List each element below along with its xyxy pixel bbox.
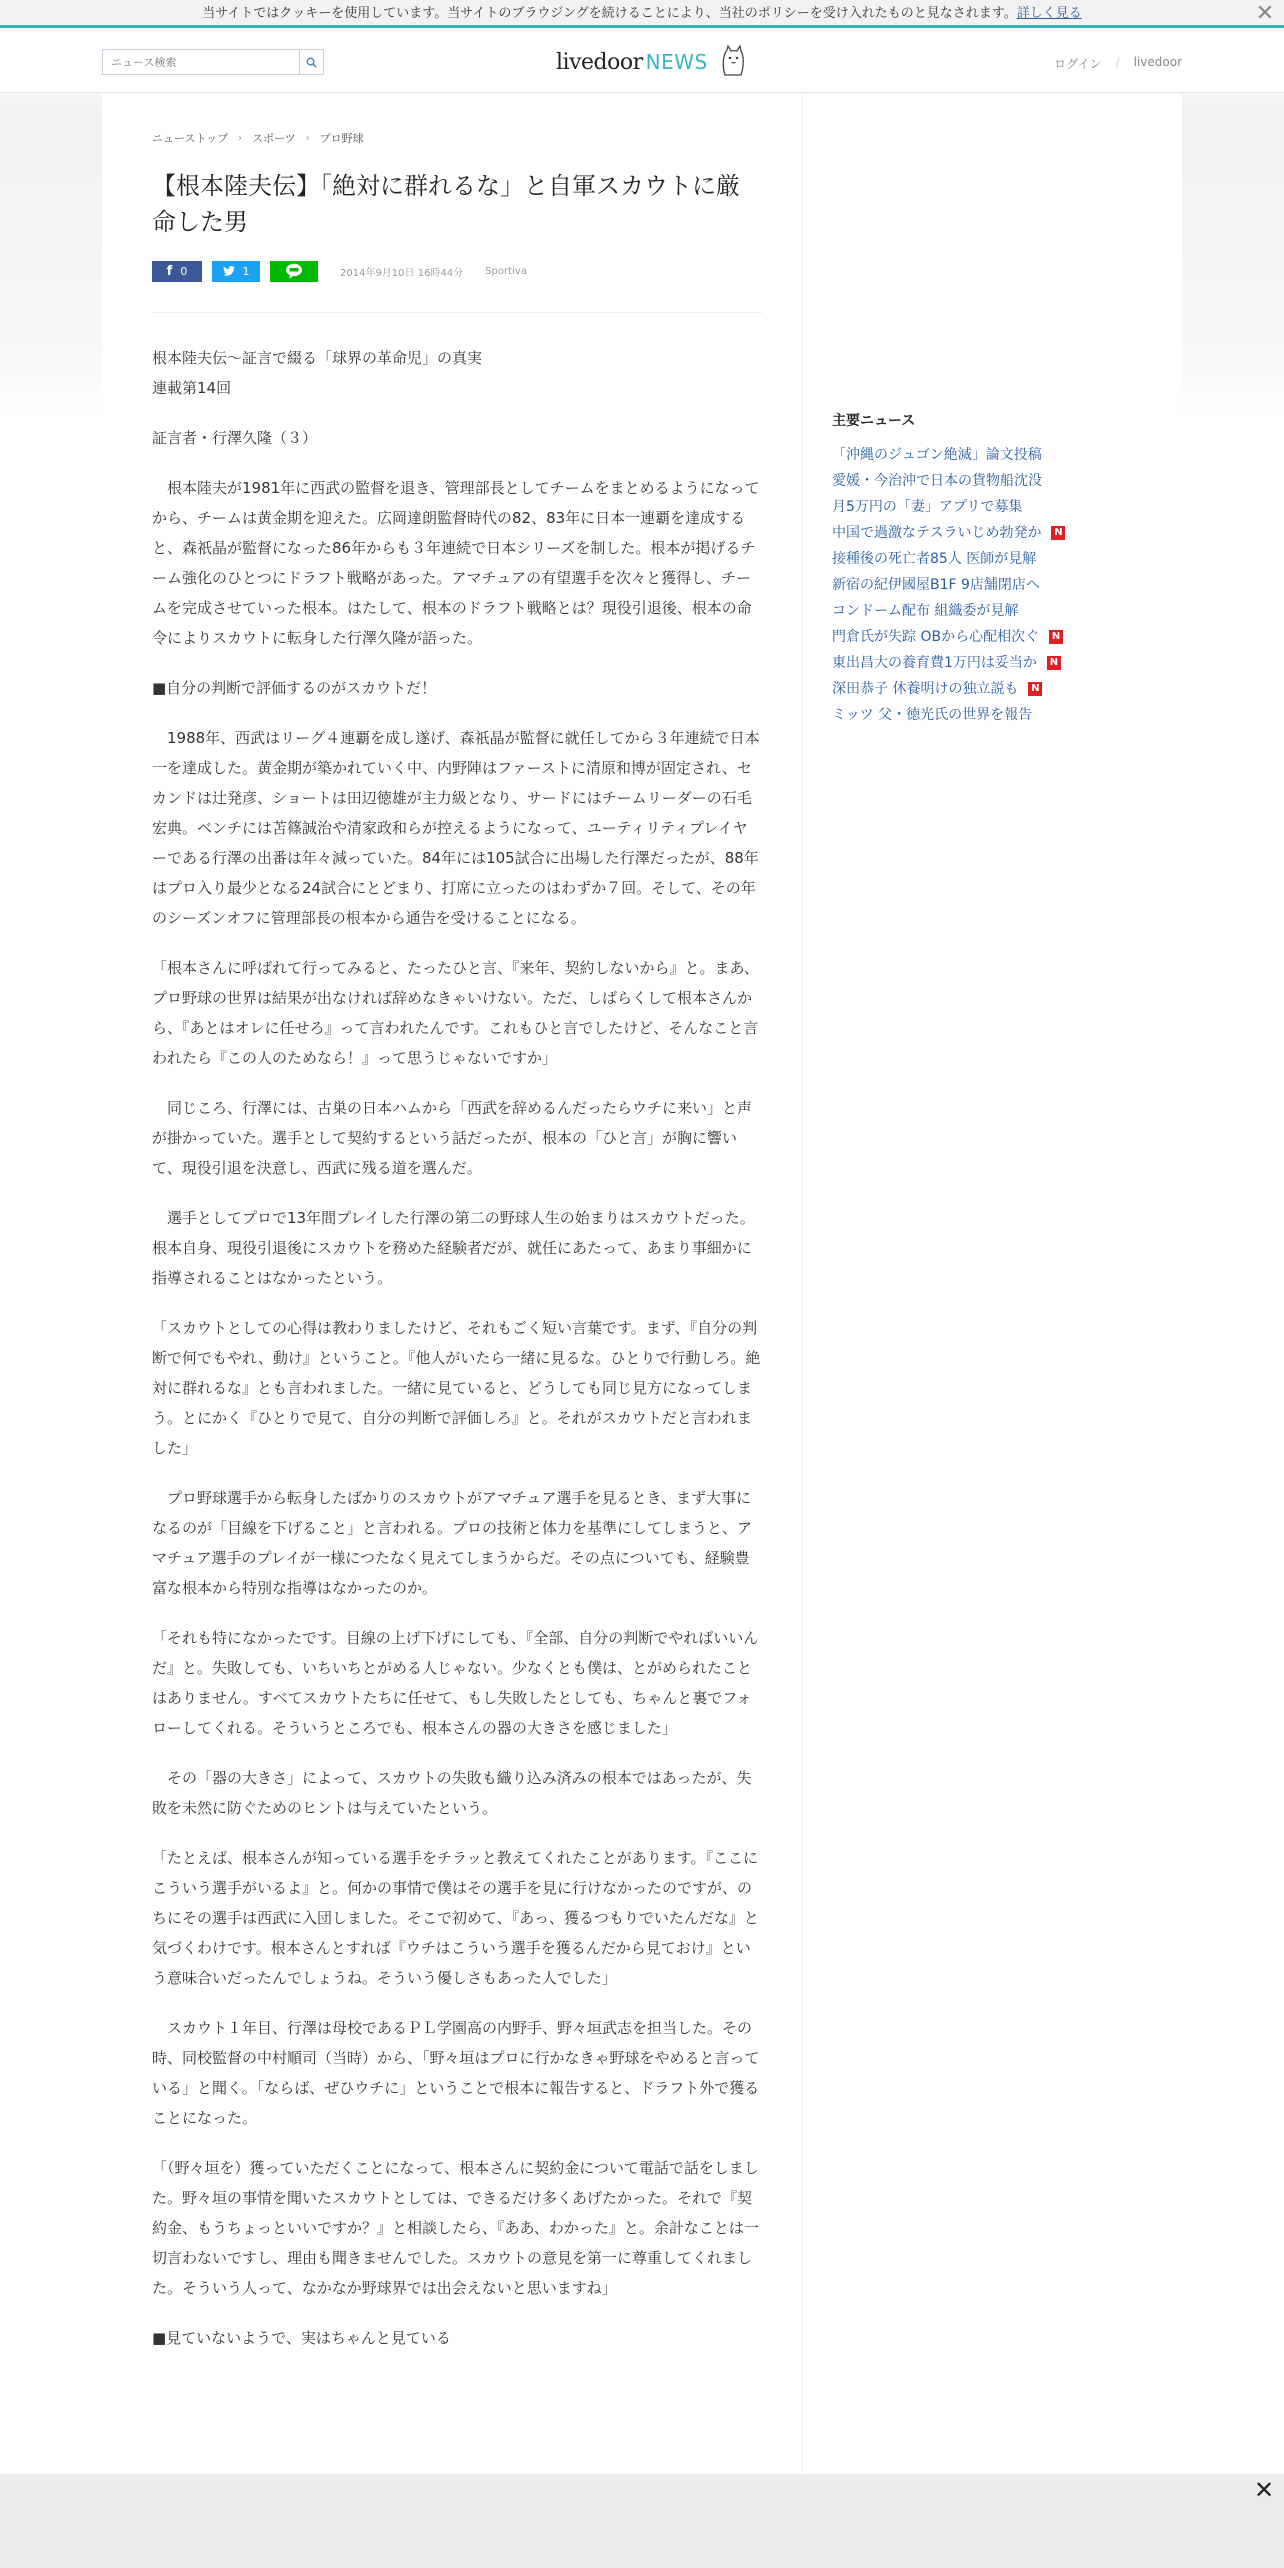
article-source[interactable]: Sportiva (485, 265, 527, 277)
news-item[interactable] (832, 494, 1132, 520)
breadcrumb-sports[interactable]: スポーツ (252, 132, 296, 145)
article-paragraph: 「スカウトとしての心得は教わりましたけど、それもごく短い言葉です。まず、『自分の判断で何でもやれ、動け』ということ。『他人がいたら一緒に見るな。ひとりで行動しろ。絶対に群れるな』とも言われました。一緒に見ていると、どうしても同じ見方になってしまう。とにかく『ひとりで見て、自分の判断で評価しろ』と。それがスカウトだと言われました」 (152, 1319, 761, 1457)
chevron-right-icon: › (238, 132, 243, 144)
news-item[interactable] (832, 442, 1132, 468)
news-item-title[interactable]: 接種後の死亡者85人 医師が見解 (832, 551, 1037, 567)
close-icon[interactable]: ✕ (1253, 2476, 1275, 2504)
news-item[interactable] (832, 468, 1132, 494)
news-item[interactable] (832, 572, 1132, 598)
cookie-more-link[interactable]: 詳しく見る (1016, 6, 1082, 21)
cookie-close-icon[interactable]: ✕ (1255, 1, 1275, 26)
article-paragraph: プロ野球選手から転身したばかりのスカウトがアマチュア選手を見るとき、まず大事になるのが「目線を下げること」と言われる。プロの技術と体力を基準にしてしまうと、アマチュア選手のプレイが一様につたなく見えてしまうからだ。その点についても、経験豊富な根本から特別な指導はなかったのか。 (152, 1489, 753, 1597)
new-badge: N (1047, 656, 1061, 670)
livedoor-link[interactable]: livedoor (1133, 55, 1182, 69)
news-item[interactable] (832, 624, 1132, 650)
news-item[interactable] (832, 598, 1132, 624)
article-paragraph: 「根本さんに呼ばれて行ってみると、たったひと言、『来年、契約しないから』と。まあ、プロ野球の世界は結果が出なければ辞めなきゃいけない。ただ、しばらくして根本さんから、『あとはオレに任せろ』って言われたんです。これもひと言でしたけど、そんなこと言われたら『この人のためなら！』って思うじゃないですか」 (152, 959, 759, 1067)
article-paragraph: 同じころ、行澤には、古巣の日本ハムから「西武を辞めるんだったらウチに来い」と声が掛かっていた。選手として契約するという話だったが、根本の「ひと言」が胸に響いて、現役引退を決意し、西武に残る道を選んだ。 (152, 1099, 753, 1177)
news-item-title[interactable]: ミッツ 父・徳光氏の世界を報告 (832, 707, 1033, 723)
login-link[interactable]: ログイン (1054, 57, 1102, 71)
logo-livedoor-text: livedoor (556, 49, 643, 75)
article-subheading: ■自分の判断で評価するのがスカウトだ！ (152, 679, 437, 697)
article-title: 【根本陸夫伝】「絶対に群れるな」と自軍スカウトに厳命した男 (152, 172, 740, 236)
search-button[interactable] (299, 50, 323, 74)
news-item[interactable] (832, 702, 1132, 728)
news-item-title[interactable]: 中国で過激なテスラいじめ勃発か (832, 525, 1042, 541)
logo-news-text: NEWS (645, 50, 708, 74)
facebook-icon: f (166, 263, 173, 279)
site-header (0, 31, 1284, 93)
breadcrumb (152, 130, 762, 146)
facebook-count: 0 (180, 264, 188, 278)
news-item-title[interactable]: コンドーム配布 組織委が見解 (832, 603, 1019, 619)
new-badge: N (1028, 682, 1042, 696)
article-paragraph: その「器の大きさ」によって、スカウトの失敗も織り込み済みの根本ではあったが、失敗を未然に防ぐためのヒントは与えていたという。 (152, 1769, 752, 1817)
line-icon (285, 263, 303, 279)
facebook-share-button[interactable] (152, 261, 202, 282)
header-separator: / (1115, 55, 1120, 69)
share-row (152, 260, 762, 282)
article-paragraph: スカウト１年目、行澤は母校であるＰＬ学園高の内野手、野々垣武志を担当した。その時、同校監督の中村順司（当時）から、「野々垣はプロに行かなきゃ野球をやめると言っている」と聞く。「ならば、ぜひウチに」ということで根本に報告すると、ドラフト外で獲ることになった。 (152, 2019, 760, 2127)
article-paragraph: 「たとえば、根本さんが知っている選手をチラッと教えてくれたことがあります。『ここにこういう選手がいるよ』と。何かの事情で僕はその選手を見に行けなかったのですが、のちにその選手は西武に入団しました。そこで初めて、『あっ、獲るつもりでいたんだな』と気づくわけです。根本さんとすれば『ウチはこういう選手を獲るんだから見ておけ』という意味合いだったんでしょうね。そういう優しさもあった人でした」 (152, 1849, 759, 1987)
top-news (832, 410, 1132, 728)
top-news-list (832, 442, 1132, 728)
mascot-icon (718, 45, 748, 79)
site-logo[interactable] (556, 45, 748, 79)
article-paragraph: 1988年、西武はリーグ４連覇を成し遂げ、森祇晶が監督に就任してから３年連続で日本一を達成した。黄金期が築かれていく中、内野陣はファーストに清原和博が固定され、セカンドは辻発彦、ショートは田辺徳雄が主力級となり、サードにはチームリーダーの石毛宏典。ベンチには苫篠誠治や清家政和らが控えるようになって、ユーティリティプレイヤーである行澤の出番は年々減っていた。84年には105試合に出場した行澤だったが、88年はプロ入り最少となる24試合にとどまり、打席に立ったのはわずか７回。そして、その年のシーズンオフに管理部長の根本から通告を受けることになる。 (152, 729, 760, 927)
breadcrumb-baseball[interactable]: プロ野球 (319, 132, 364, 145)
top-news-heading: 主要ニュース (832, 413, 916, 429)
news-item[interactable] (832, 676, 1132, 702)
article-paragraph: 証言者・行澤久隆（３） (152, 429, 318, 447)
line-share-button[interactable] (270, 261, 318, 282)
article-paragraph: 「（野々垣を）獲っていただくことになって、根本さんに契約金について電話で話をしました。野々垣の事情を聞いたスカウトとしては、できるだけ多くあげたかった。それで『契約金、もうちょっといいですか？』と相談したら、『ああ、わかった』と。余計なことは一切言わないですし、理由も聞きませんでした。スカウトの意見を第一に尊重してくれました。そういう人って、なかなか野球界では出会えないと思いますね」 (152, 2159, 759, 2297)
article-paragraph: 「それも特になかったです。目線の上げ下げにしても、『全部、自分の判断でやればいいんだ』と。失敗しても、いちいちとがめる人じゃない。少なくとも僕は、とがめられたことはありません。すべてスカウトたちに任せて、もし失敗したとしても、ちゃんと裏でフォローしてくれる。そういうところでも、根本さんの器の大きさを感じました」 (152, 1629, 759, 1737)
news-item-title[interactable]: 東出昌大の養育費1万円は妥当か (832, 655, 1037, 671)
breadcrumb-news-top[interactable]: ニューストップ (152, 132, 229, 145)
news-item-title[interactable]: 愛媛・今治沖で日本の貨物船沈没 (832, 473, 1042, 489)
news-item-title[interactable]: 月5万円の「妻」アプリで募集 (832, 499, 1023, 515)
article-paragraph: 根本陸夫伝～証言で綴る「球界の革命児」の真実 連載第14回 (152, 349, 483, 397)
search-input[interactable] (103, 50, 299, 74)
search-box (102, 49, 324, 75)
chevron-right-icon: › (305, 132, 310, 144)
bottom-ad-bar (0, 2474, 1284, 2568)
news-item[interactable] (832, 650, 1132, 676)
cookie-banner (0, 0, 1284, 28)
article (152, 94, 762, 2373)
twitter-share-button[interactable] (212, 261, 260, 282)
news-item-title[interactable]: 門倉氏が失踪 OBから心配相次ぐ (832, 629, 1040, 645)
main-content (102, 94, 1182, 2474)
new-badge: N (1051, 526, 1065, 540)
article-body (152, 343, 762, 2353)
news-item-title[interactable]: 新宿の紀伊國屋B1F 9店舗閉店へ (832, 577, 1040, 593)
article-date: 2014年9月10日 16時44分 (340, 267, 464, 279)
article-paragraph: 根本陸夫が1981年に西武の監督を退き、管理部長としてチームをまとめるようになってから、チームは黄金期を迎えた。広岡達朗監督時代の82、83年に日本一連覇を達成すると、森祇晶が監督になった86年からも３年連続で日本シリーズを制した。根本が掲げるチーム強化のひとつにドラフト戦略があった。アマチュアの有望選手を次々と獲得し、チームを完成させていった根本。はたして、根本のドラフト戦略とは？現役引退後、根本の命令によりスカウトに転身した行澤久隆が語った。 (152, 479, 760, 647)
cookie-text: 当サイトではクッキーを使用しています。当サイトのブラウジングを続けることにより、当社のポリシーを受け入れたものと見なされます。 (202, 6, 1017, 21)
twitter-icon (223, 266, 235, 276)
new-badge: N (1049, 630, 1063, 644)
news-item-title[interactable]: 深田恭子 休養明けの独立説も (832, 681, 1019, 697)
article-subheading: ■見ていないようで、実はちゃんと見ている (152, 2329, 451, 2347)
news-item[interactable] (832, 546, 1132, 572)
twitter-count: 1 (242, 264, 250, 278)
article-paragraph: 選手としてプロで13年間プレイした行澤の第二の野球人生の始まりはスカウトだった。根本自身、現役引退後にスカウトを務めた経験者だが、就任にあたって、あまり事細かに指導されることはなかったという。 (152, 1209, 755, 1287)
divider (152, 312, 762, 313)
news-item-title[interactable]: 「沖縄のジュゴン絶滅」論文投稿 (832, 447, 1042, 463)
sidebar (802, 94, 1142, 2474)
news-item[interactable] (832, 520, 1132, 546)
search-icon (306, 57, 317, 68)
header-links (1054, 55, 1182, 72)
